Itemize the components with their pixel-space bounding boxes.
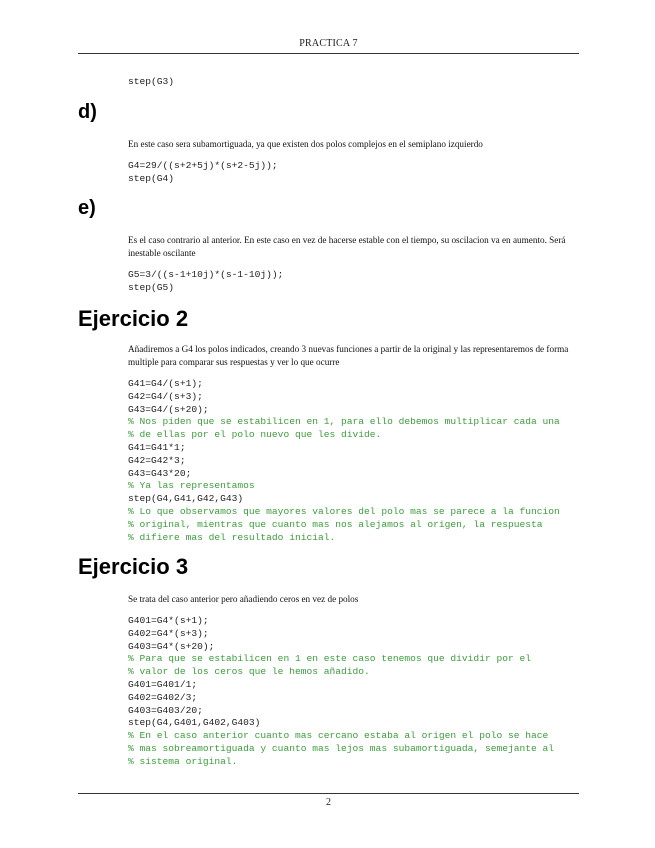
code-block-g5 (128, 269, 283, 295)
code-line: G403=G4*(s+20); (128, 640, 215, 652)
code-comment-line: % valor de los ceros que le hemos añadido. (128, 666, 370, 678)
section-heading-ejercicio-2: Ejercicio 2 (78, 306, 189, 331)
code-line: G402=G4*(s+3); (128, 627, 209, 639)
code-line: G402=G402/3; (128, 691, 198, 703)
paragraph-ejercicio-3: Se trata del caso anterior pero añadiendo ceros en vez de polos (128, 594, 359, 604)
code-line: G401=G401/1; (128, 678, 198, 690)
code-line: step(G4) (128, 172, 175, 184)
code-block-g4 (128, 160, 278, 186)
code-comment-line: % de ellas por el polo nuevo que les divide. (128, 429, 382, 441)
code-block-ejercicio-3 (128, 615, 554, 769)
code-line: G41=G41*1; (128, 441, 186, 453)
code-comment-line: % mas sobreamortiguada y cuanto mas lejos mas subamortiguada, semejante al (128, 742, 555, 754)
code-line: G401=G4*(s+1); (128, 615, 209, 626)
code-comment-line: % sistema original. (128, 755, 238, 767)
page-header-title: PRACTICA 7 (299, 38, 358, 49)
code-line: G5=3/((s-1+10j)*(s-1-10j)); (128, 269, 284, 280)
code-block-g3 (128, 76, 174, 89)
code-line: step(G5) (128, 281, 175, 293)
section-heading-e: e) (78, 197, 96, 219)
code-comment-line: % difiere mas del resultado inicial. (128, 531, 336, 543)
code-line: G43=G43*20; (128, 467, 192, 479)
section-heading-ejercicio-3: Ejercicio 3 (78, 554, 189, 579)
paragraph-ejercicio-2: Añadiremos a G4 los polos indicados, creando 3 nuevas funciones a partir de la original y las representaremos de forma multiple para comparar sus respuestas y ver lo que ocurre (128, 344, 569, 367)
code-line: G4=29/((s+2+5j)*(s+2-5j)); (128, 160, 278, 171)
code-comment-line: % Para que se estabilicen en 1 en este caso tenemos que dividir por el (128, 653, 532, 665)
section-heading-d: d) (78, 101, 97, 123)
code-line: G42=G42*3; (128, 454, 186, 466)
code-block-ejercicio-2 (128, 378, 560, 544)
code-line: step(G4,G401,G402,G403) (128, 717, 261, 729)
code-comment-line: % Ya las representamos (128, 480, 255, 492)
code-comment-line: % En el caso anterior cuanto mas cercano estaba al origen el polo se hace (128, 730, 549, 742)
paragraph-d: En este caso sera subamortiguada, ya que existen dos polos complejos en el semiplano izquierdo (128, 139, 483, 149)
page-number: 2 (326, 797, 331, 808)
code-line: G403=G403/20; (128, 704, 203, 716)
code-comment-line: % Lo que observamos que mayores valores del polo mas se parece a la funcion (128, 505, 560, 517)
code-comment-line: % original, mientras que cuanto mas nos alejamos al origen, la respuesta (128, 518, 543, 530)
header-divider (78, 53, 579, 54)
paragraph-e: Es el caso contrario al anterior. En este caso en vez de hacerse estable con el tiempo, su oscilacion va en aumento. Será inestable oscilante (128, 235, 566, 258)
code-line: G42=G4/(s+3); (128, 390, 203, 402)
footer-divider (78, 793, 579, 794)
code-line: G43=G4/(s+20); (128, 403, 209, 415)
code-line: step(G4,G41,G42,G43) (128, 493, 244, 505)
code-line: step(G3) (128, 76, 175, 87)
code-comment-line: % Nos piden que se estabilicen en 1, para ello debemos multiplicar cada una (128, 416, 560, 428)
code-line: G41=G4/(s+1); (128, 378, 203, 389)
